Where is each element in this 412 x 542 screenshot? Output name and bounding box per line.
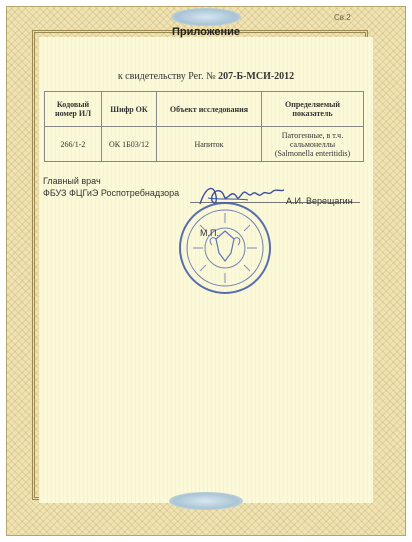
- reference-number: 207-Б-МСИ-2012: [218, 71, 295, 82]
- signatory-name: А.И. Верещагин: [286, 196, 353, 206]
- seal-mark: М.П.: [200, 228, 219, 238]
- certificate-reference: [0, 71, 412, 82]
- indicator-line-1: Патогенные, в т.ч. сальмонеллы: [281, 130, 344, 149]
- cell-code: 266/1-2: [45, 127, 102, 162]
- table-header-row: [45, 92, 364, 127]
- top-emblem-icon: [171, 8, 241, 26]
- cell-object: Напиток: [157, 127, 262, 162]
- table-row: [45, 127, 364, 162]
- position-line-1: Главный врач: [43, 176, 101, 186]
- bottom-emblem-icon: [169, 492, 243, 510]
- sheet-number: Св.2: [334, 13, 351, 22]
- cell-cipher: ОК 1Б03/12: [102, 127, 157, 162]
- header-indicator: Определяемый показатель: [262, 92, 364, 127]
- results-table: [44, 91, 364, 162]
- handwritten-signature-icon: [196, 182, 286, 208]
- header-object: Объект исследования: [157, 92, 262, 127]
- document-title: Приложение: [171, 26, 241, 38]
- reference-prefix: к свидетельству Рег. №: [117, 71, 216, 82]
- official-stamp-icon: [178, 201, 272, 295]
- header-cipher: Шифр ОК: [102, 92, 157, 127]
- signatory-position: [43, 175, 179, 199]
- cell-indicator: [262, 127, 364, 162]
- position-line-2: ФБУЗ ФЦГиЭ Роспотребнадзора: [43, 188, 180, 198]
- indicator-line-2: (Salmonella enteritidis): [274, 148, 351, 158]
- header-code: Кодовый номер ИЛ: [45, 92, 102, 127]
